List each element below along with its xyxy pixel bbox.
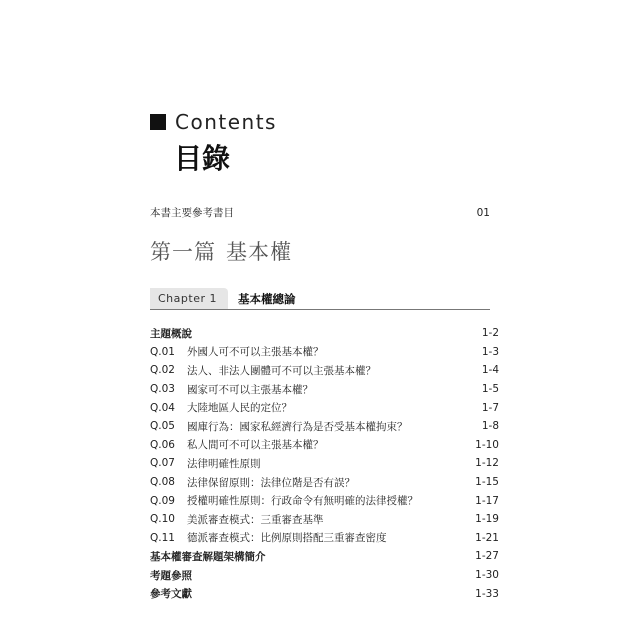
- toc-entry[interactable]: [150, 547, 499, 566]
- toc-entry-title: [150, 512, 324, 527]
- black-square-icon: [150, 114, 166, 130]
- chapter-header: [150, 288, 490, 310]
- toc-entry[interactable]: [150, 584, 499, 603]
- toc-entry-label: 主題概說: [150, 327, 192, 340]
- toc-question-number: Q.01: [150, 345, 175, 358]
- toc-entry-title: [150, 586, 192, 601]
- chapter-divider: [150, 309, 490, 310]
- toc-entry[interactable]: [150, 324, 499, 343]
- toc-entry-title: [150, 400, 292, 415]
- toc-question-number: Q.11: [150, 531, 175, 544]
- toc-page-number: 1-2: [481, 327, 499, 340]
- toc-entry-title: [150, 326, 192, 341]
- toc-entry-title: [150, 382, 313, 397]
- toc-page-number: 1-8: [481, 420, 499, 433]
- toc-entry[interactable]: [150, 491, 499, 510]
- toc-page-number: 1-17: [475, 494, 499, 507]
- toc-page-number: 1-27: [475, 550, 499, 563]
- toc-question-number: Q.05: [150, 420, 175, 433]
- toc-page-number: 1-30: [475, 569, 499, 582]
- toc-entry[interactable]: [150, 436, 499, 455]
- toc-entry-label: 美派審查模式：三重審查基準: [187, 513, 324, 526]
- toc-entry[interactable]: [150, 380, 499, 399]
- chapter-tab: Chapter 1: [150, 288, 228, 309]
- toc-entry[interactable]: [150, 361, 499, 380]
- toc-entry[interactable]: [150, 566, 499, 585]
- toc-page-number: 1-21: [475, 531, 499, 544]
- toc-entry-label: 法律明確性原則: [187, 457, 261, 470]
- toc-entry[interactable]: [150, 510, 499, 529]
- toc-question-number: Q.07: [150, 457, 175, 470]
- toc-entry-label: 授權明確性原則：行政命令有無明確的法律授權？: [187, 495, 418, 508]
- toc-entry-label: 大陸地區人民的定位？: [187, 402, 292, 415]
- toc-entry-title: [150, 419, 408, 434]
- toc-question-number: Q.06: [150, 438, 175, 451]
- toc-entry[interactable]: [150, 529, 499, 548]
- toc-entry-title: [150, 549, 266, 564]
- toc-entry[interactable]: [150, 398, 499, 417]
- toc-entry[interactable]: [150, 343, 499, 362]
- toc-question-number: Q.03: [150, 383, 175, 396]
- toc-entry-title: [150, 475, 355, 490]
- toc-entry-label: 法律保留原則：法律位階是否有誤？: [187, 476, 355, 489]
- toc-entry-title: [150, 530, 387, 545]
- toc-entry-label: 外國人可不可以主張基本權？: [187, 346, 324, 359]
- contents-heading-en: Contents: [175, 110, 277, 134]
- references-label: 本書主要參考書目: [150, 207, 234, 219]
- toc-page-number: 1-5: [481, 383, 499, 396]
- toc-entry-label: 國家可不可以主張基本權？: [187, 383, 313, 396]
- toc-entry-label: 基本權審查解題架構簡介: [150, 550, 266, 563]
- chapter-title: 基本權總論: [238, 292, 296, 306]
- toc-page-number: 1-3: [481, 345, 499, 358]
- toc-entry[interactable]: [150, 454, 499, 473]
- contents-heading: [150, 110, 277, 134]
- toc-entry-title: [150, 363, 376, 378]
- toc-entry-title: [150, 568, 192, 583]
- toc-page-number: 1-19: [475, 513, 499, 526]
- toc-entry-label: 法人、非法人團體可不可以主張基本權？: [187, 364, 376, 377]
- toc-entry-label: 參考文獻: [150, 588, 192, 601]
- toc-entry-label: 私人間可不可以主張基本權？: [187, 439, 324, 452]
- toc-entry-label: 考題參照: [150, 569, 192, 582]
- toc-question-number: Q.02: [150, 364, 175, 377]
- references-page: 01: [476, 207, 490, 219]
- toc-entry-title: [150, 344, 324, 359]
- toc-entry-title: [150, 456, 261, 471]
- toc-page-number: 1-12: [475, 457, 499, 470]
- toc-page-number: 1-15: [475, 476, 499, 489]
- contents-heading-zh: 目錄: [174, 142, 231, 175]
- toc-question-number: Q.10: [150, 513, 175, 526]
- toc-question-number: Q.09: [150, 494, 175, 507]
- toc-entry-label: 德派審查模式：比例原則搭配三重審查密度: [187, 532, 387, 545]
- toc-entry-label: 國庫行為：國家私經濟行為是否受基本權拘束？: [187, 420, 408, 433]
- toc-page-number: 1-33: [475, 587, 499, 600]
- references-entry: [150, 206, 490, 220]
- part-name: 基本權: [226, 240, 292, 264]
- toc-entry-title: [150, 437, 324, 452]
- part-title: [150, 237, 292, 267]
- toc-entry-title: [150, 493, 418, 508]
- toc-entry[interactable]: [150, 473, 499, 492]
- toc-page-number: 1-10: [475, 438, 499, 451]
- toc-list: [150, 324, 499, 603]
- part-prefix: 第一篇: [150, 240, 216, 264]
- toc-page-number: 1-7: [481, 401, 499, 414]
- toc-entry[interactable]: [150, 417, 499, 436]
- toc-question-number: Q.04: [150, 401, 175, 414]
- toc-page-number: 1-4: [481, 364, 499, 377]
- toc-question-number: Q.08: [150, 476, 175, 489]
